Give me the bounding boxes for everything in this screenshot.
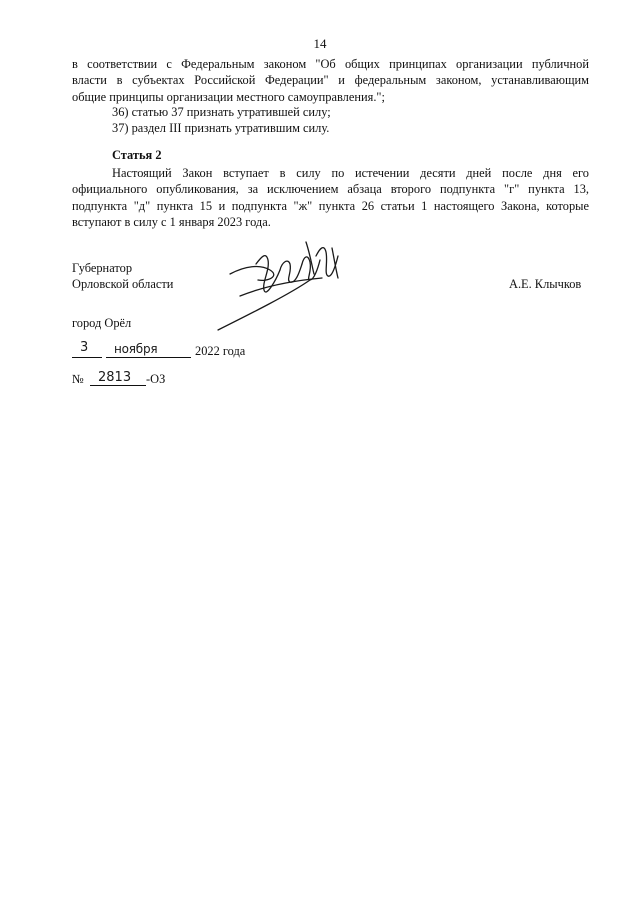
text-line: подпункта "д" пункта 15 и подпункта "ж" пункта 26 статьи 1 настоящего Закона, которые — [72, 198, 589, 213]
signing-date — [72, 342, 292, 360]
law-number-suffix: -ОЗ — [146, 372, 166, 386]
law-number-underline — [90, 385, 146, 386]
signatory-title-line: Орловской области — [72, 277, 174, 292]
text-line: официального опубликования, за исключением абзаца второго подпункта "г" пункта 13, — [72, 182, 589, 197]
signatory-name: А.Е. Клычков — [509, 277, 582, 291]
number-sign: № — [72, 372, 84, 386]
page-number: 14 — [313, 36, 327, 51]
signatory-title-line: Губернатор — [72, 261, 133, 275]
law-number — [72, 370, 192, 388]
place-of-signing: город Орёл — [72, 316, 132, 330]
text-line: власти в субъектах Российской Федерации" и федеральным законом, устанавливающим — [72, 73, 589, 88]
text-line: общие принципы организации местного самоуправления."; — [72, 89, 385, 104]
item-36-text: 36) статью 37 признать утратившей силу; — [112, 105, 331, 119]
list-item — [72, 104, 589, 120]
date-month-underline — [106, 357, 191, 358]
article-heading: Статья 2 — [112, 148, 162, 162]
handwritten-signature — [210, 234, 360, 334]
continuation-paragraph — [72, 56, 589, 105]
item-37-text: 37) раздел III признать утратившим силу. — [112, 121, 330, 135]
text-line: вступают в силу с 1 января 2023 года. — [72, 214, 271, 229]
signatory-title — [72, 260, 173, 293]
law-number-value: 2813 — [98, 370, 132, 385]
date-year: 2022 года — [195, 344, 246, 358]
article-2-paragraph — [72, 165, 589, 230]
text-line: в соответствии с Федеральным законом "Об общих принципах организации публичной — [72, 57, 589, 71]
date-month: ноября — [114, 342, 158, 356]
list-item — [72, 120, 589, 136]
date-day: 3 — [80, 340, 89, 355]
date-day-underline — [72, 357, 102, 358]
text-line: Настоящий Закон вступает в силу по истечении десяти дней после дня его — [112, 166, 589, 180]
